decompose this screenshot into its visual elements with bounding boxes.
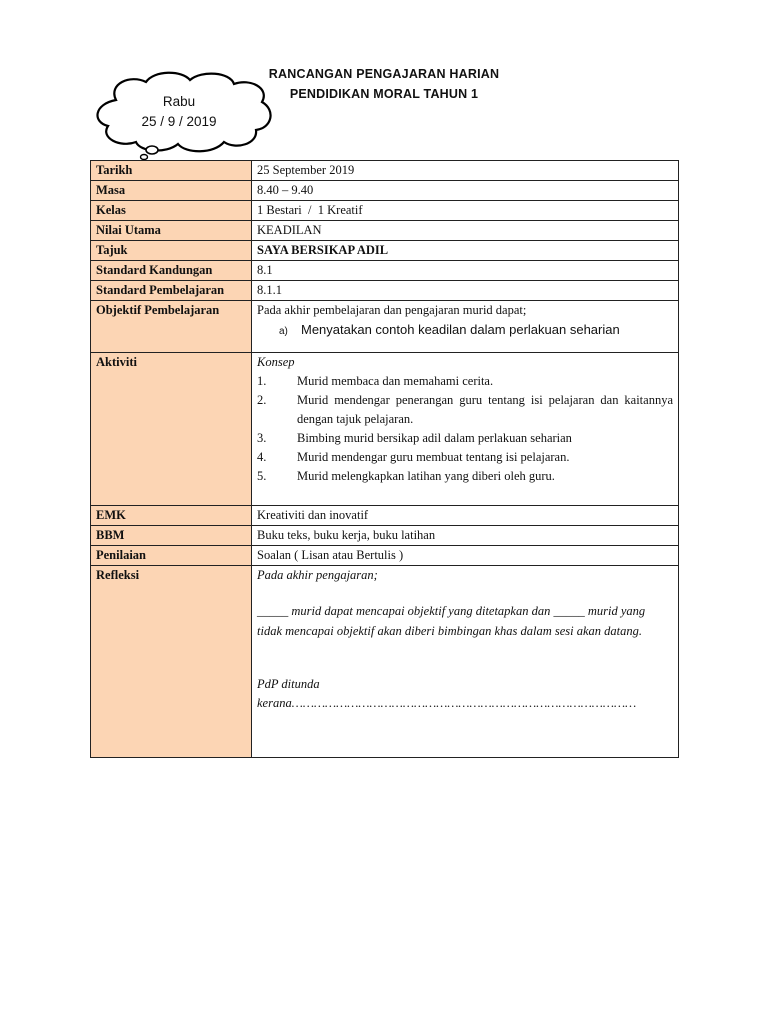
value-masa: 8.40 – 9.40 bbox=[252, 181, 679, 201]
value-aktiviti bbox=[252, 353, 679, 506]
title-line-1: RANCANGAN PENGAJARAN HARIAN bbox=[268, 67, 500, 81]
list-item-number: 5. bbox=[257, 469, 267, 483]
list-item bbox=[257, 448, 673, 467]
label-nilai-utama: Nilai Utama bbox=[91, 221, 252, 241]
refleksi-line-1: Pada akhir pengajaran; bbox=[257, 568, 378, 582]
label-standard-pembelajaran: Standard Pembelajaran bbox=[91, 281, 252, 301]
value-tarikh: 25 September 2019 bbox=[252, 161, 679, 181]
label-refleksi: Refleksi bbox=[91, 566, 252, 758]
row-masa bbox=[91, 181, 679, 201]
refleksi-line-3: PdP ditunda bbox=[257, 677, 320, 691]
list-item bbox=[257, 429, 673, 448]
list-item-number: 2. bbox=[257, 393, 267, 407]
value-standard-pembelajaran: 8.1.1 bbox=[252, 281, 679, 301]
value-tajuk: SAYA BERSIKAP ADIL bbox=[252, 241, 679, 261]
refleksi-line-4: kerana………………………………………………………………………………… bbox=[257, 696, 637, 710]
list-item-text: Murid membaca dan memahami cerita. bbox=[297, 374, 494, 388]
title-line-2: PENDIDIKAN MORAL TAHUN 1 bbox=[289, 87, 479, 101]
row-nilai-utama bbox=[91, 221, 679, 241]
value-nilai-utama: KEADILAN bbox=[252, 221, 679, 241]
label-objektif: Objektif Pembelajaran bbox=[91, 301, 252, 353]
aktiviti-list bbox=[257, 372, 673, 486]
cloud-text bbox=[130, 92, 228, 132]
row-refleksi bbox=[91, 566, 679, 758]
row-bbm bbox=[91, 526, 679, 546]
list-item-text: Bimbing murid bersikap adil dalam perlakuan seharian bbox=[297, 431, 572, 445]
row-kelas bbox=[91, 201, 679, 221]
label-kelas: Kelas bbox=[91, 201, 252, 221]
label-bbm: BBM bbox=[91, 526, 252, 546]
value-penilaian: Soalan ( Lisan atau Bertulis ) bbox=[252, 546, 679, 566]
row-aktiviti bbox=[91, 353, 679, 506]
list-item-text: Murid mendengar penerangan guru tentang isi pelajaran dan kaitannya dengan tajuk pelajaran. bbox=[297, 393, 673, 426]
cloud-date: 25 / 9 / 2019 bbox=[141, 114, 217, 129]
label-masa: Masa bbox=[91, 181, 252, 201]
objektif-intro: Pada akhir pembelajaran dan pengajaran murid dapat; bbox=[257, 303, 527, 317]
row-penilaian bbox=[91, 546, 679, 566]
list-item-number: 3. bbox=[257, 431, 267, 445]
list-item bbox=[257, 391, 673, 429]
list-item-text: Murid mendengar guru membuat tentang isi pelajaran. bbox=[297, 450, 570, 464]
list-item-number: 4. bbox=[257, 450, 267, 464]
objektif-item bbox=[257, 320, 673, 341]
label-penilaian: Penilaian bbox=[91, 546, 252, 566]
value-standard-kandungan: 8.1 bbox=[252, 261, 679, 281]
list-item bbox=[257, 467, 673, 486]
row-tajuk bbox=[91, 241, 679, 261]
value-objektif bbox=[252, 301, 679, 353]
date-cloud-callout bbox=[86, 70, 278, 162]
label-emk: EMK bbox=[91, 506, 252, 526]
row-tarikh bbox=[91, 161, 679, 181]
row-emk bbox=[91, 506, 679, 526]
row-standard-pembelajaran bbox=[91, 281, 679, 301]
value-refleksi bbox=[252, 566, 679, 758]
lesson-plan-table bbox=[90, 160, 679, 758]
list-item bbox=[257, 372, 673, 391]
list-item-number: 1. bbox=[257, 374, 267, 388]
label-aktiviti: Aktiviti bbox=[91, 353, 252, 506]
value-kelas: 1 Bestari / 1 Kreatif bbox=[252, 201, 679, 221]
objektif-item-text: Menyatakan contoh keadilan dalam perlakuan seharian bbox=[301, 322, 620, 337]
aktiviti-heading: Konsep bbox=[257, 355, 295, 369]
row-objektif bbox=[91, 301, 679, 353]
label-tarikh: Tarikh bbox=[91, 161, 252, 181]
value-emk: Kreativiti dan inovatif bbox=[252, 506, 679, 526]
cloud-day: Rabu bbox=[162, 94, 196, 109]
row-standard-kandungan bbox=[91, 261, 679, 281]
value-bbm: Buku teks, buku kerja, buku latihan bbox=[252, 526, 679, 546]
label-standard-kandungan: Standard Kandungan bbox=[91, 261, 252, 281]
objektif-item-marker: a) bbox=[279, 326, 288, 337]
label-tajuk: Tajuk bbox=[91, 241, 252, 261]
refleksi-line-2: _____ murid dapat mencapai objektif yang ditetapkan dan _____ murid yang tidak mencapai objektif akan diberi bimbingan khas dalam sesi akan datang. bbox=[257, 604, 646, 638]
list-item-text: Murid melengkapkan latihan yang diberi oleh guru. bbox=[297, 469, 555, 483]
